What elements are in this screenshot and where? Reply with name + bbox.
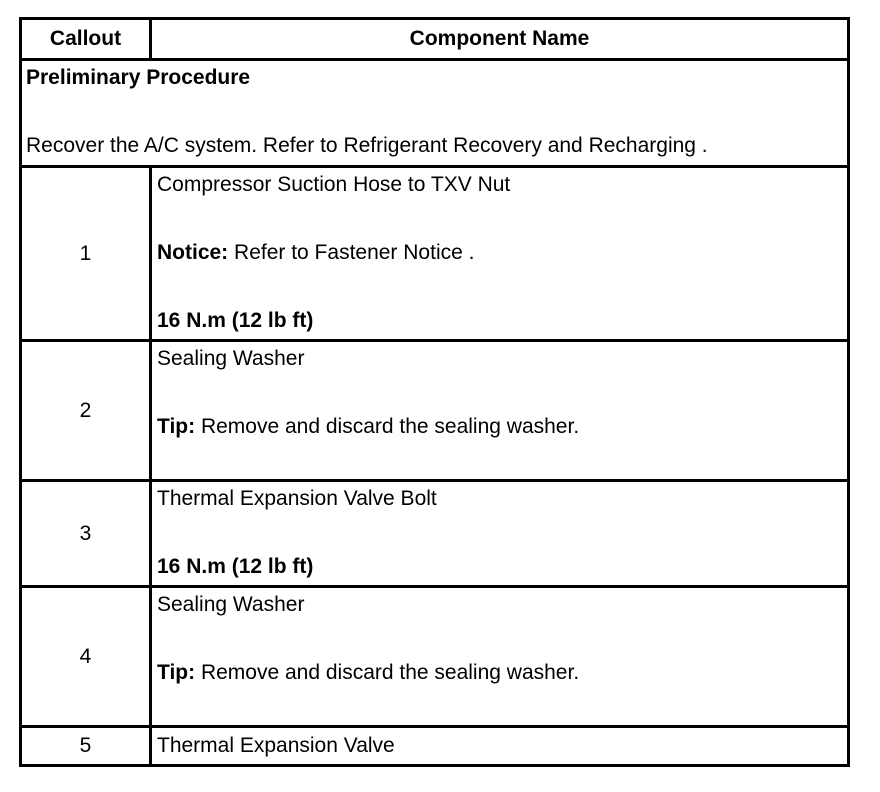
component-name: Sealing Washer bbox=[157, 347, 305, 370]
notice-label: Notice: bbox=[157, 241, 229, 264]
callout-cell: 3 bbox=[21, 481, 151, 587]
callout-cell: 4 bbox=[21, 587, 151, 727]
preliminary-row bbox=[21, 60, 849, 167]
table-row bbox=[21, 167, 849, 341]
table-row bbox=[21, 481, 849, 587]
tip-label: Tip: bbox=[157, 661, 196, 684]
component-name: Thermal Expansion Valve bbox=[157, 734, 395, 757]
spacer bbox=[26, 95, 847, 129]
preliminary-cell bbox=[21, 60, 849, 167]
spacer bbox=[157, 270, 847, 304]
component-name: Thermal Expansion Valve Bolt bbox=[157, 487, 437, 510]
callout-cell: 2 bbox=[21, 341, 151, 481]
spacer bbox=[157, 376, 847, 410]
callout-cell: 1 bbox=[21, 167, 151, 341]
torque-spec: 16 N.m (12 lb ft) bbox=[157, 555, 314, 578]
component-name: Sealing Washer bbox=[157, 593, 305, 616]
component-cell bbox=[151, 167, 849, 341]
spacer bbox=[157, 202, 847, 236]
torque-spec: 16 N.m (12 lb ft) bbox=[157, 309, 314, 332]
component-name-header: Component Name bbox=[151, 19, 849, 60]
table-row bbox=[21, 727, 849, 766]
callout-header: Callout bbox=[21, 19, 151, 60]
tip-label: Tip: bbox=[157, 415, 196, 438]
component-cell bbox=[151, 587, 849, 727]
tip-text: Remove and discard the sealing washer. bbox=[195, 661, 580, 684]
callout-cell: 5 bbox=[21, 727, 151, 766]
component-cell bbox=[151, 727, 849, 766]
tip-text: Remove and discard the sealing washer. bbox=[195, 415, 580, 438]
table-row bbox=[21, 587, 849, 727]
component-name: Compressor Suction Hose to TXV Nut bbox=[157, 173, 511, 196]
notice-line bbox=[157, 236, 847, 270]
notice-text: Refer to Fastener Notice . bbox=[228, 241, 475, 264]
component-table bbox=[19, 17, 850, 767]
component-cell bbox=[151, 341, 849, 481]
tip-line bbox=[157, 656, 847, 690]
spacer bbox=[157, 516, 847, 550]
preliminary-title: Preliminary Procedure bbox=[26, 66, 251, 89]
table-row bbox=[21, 341, 849, 481]
preliminary-text: Recover the A/C system. Refer to Refrigerant Recovery and Recharging . bbox=[26, 134, 708, 157]
tip-line bbox=[157, 410, 847, 444]
component-cell bbox=[151, 481, 849, 587]
spacer bbox=[157, 622, 847, 656]
header-row bbox=[21, 19, 849, 60]
